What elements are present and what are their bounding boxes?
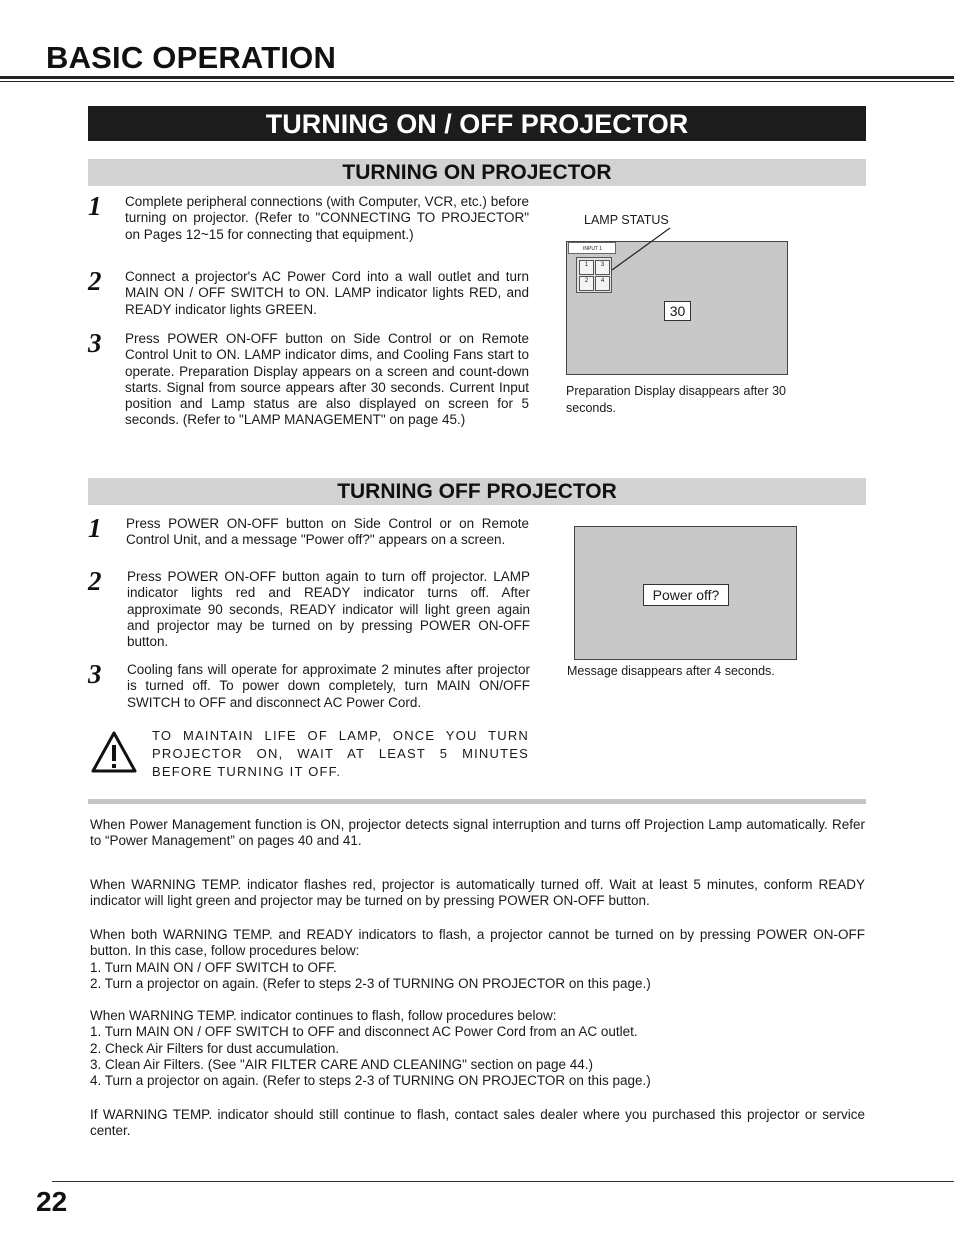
list-item: 1. Turn MAIN ON / OFF SWITCH to OFF. xyxy=(90,959,337,975)
warning-temp-note-2-intro: When both WARNING TEMP. and READY indicators to flash, a projector cannot be turned on by pressing POWER ON-OFF button. In this case, follow procedures below: xyxy=(90,927,865,959)
lamp-status-label: LAMP STATUS xyxy=(584,213,669,227)
notes-divider xyxy=(88,799,866,804)
lamp-1-icon: 1 xyxy=(579,260,594,275)
countdown-box: 30 xyxy=(664,301,691,321)
off-step-3-text: Cooling fans will operate for approximate 2 minutes after projector is turned off. To power down completely, turn MAIN ON/OFF SWITCH to OFF and disconnect AC Power Cord. xyxy=(127,662,530,710)
list-item: 3. Clean Air Filters. (See "AIR FILTER CARE AND CLEANING" section on page 44.) xyxy=(90,1056,594,1072)
list-item: 4. Turn a projector on again. (Refer to steps 2-3 of TURNING ON PROJECTOR on this page.) xyxy=(90,1073,651,1089)
page-title: BASIC OPERATION xyxy=(46,40,337,75)
on-step-1-text: Complete peripheral connections (with Computer, VCR, etc.) before turning on projector. (Refer to "CONNECTING TO PROJECTOR" on Pages 12~15 for connecting that equipment.) xyxy=(125,194,529,242)
list-item: 2. Turn a projector on again. (Refer to steps 2-3 of TURNING ON PROJECTOR on this page.) xyxy=(90,975,651,991)
list-item: 2. Check Air Filters for dust accumulation. xyxy=(90,1040,340,1056)
turning-on-heading: TURNING ON PROJECTOR xyxy=(88,159,866,186)
title-rule xyxy=(0,76,954,79)
preparation-caption: Preparation Display disappears after 30 seconds. xyxy=(566,384,786,415)
off-step-2-text: Press POWER ON-OFF button again to turn off projector. LAMP indicator lights red and READY indicator turns off. After approximate 90 seconds, READY indicator will light green again and projector may be turned on by pressing POWER ON-OFF button. xyxy=(127,569,530,650)
lamp-life-warning: TO MAINTAIN LIFE OF LAMP, ONCE YOU TURN PROJECTOR ON, WAIT AT LEAST 5 MINUTES BEFORE TURNING IT OFF. xyxy=(152,728,529,779)
lamp-4-icon: 4 xyxy=(595,276,610,291)
footer-rule xyxy=(52,1181,954,1182)
on-step-1-number: 1 xyxy=(88,191,102,221)
power-management-note: When Power Management function is ON, projector detects signal interruption and turns off Projection Lamp automatically. Refer to “Power Management” on pages 40 and 41. xyxy=(90,817,865,849)
on-step-2-number: 2 xyxy=(88,266,102,296)
section-title: TURNING ON / OFF PROJECTOR xyxy=(88,106,866,141)
warning-temp-note-3 xyxy=(90,1008,865,1089)
warning-temp-note-2 xyxy=(90,927,865,992)
off-step-1-number: 1 xyxy=(88,513,102,543)
power-off-message-box: Power off? xyxy=(643,584,729,606)
off-step-3-number: 3 xyxy=(88,659,102,689)
input-label-box: INPUT 1 xyxy=(568,242,616,254)
lamp-2-icon: 2 xyxy=(579,276,594,291)
on-step-3-text: Press POWER ON-OFF button on Side Control or on Remote Control Unit to ON. LAMP indicator dims, and Cooling Fans start to operate. Preparation Display appears on a screen and count-down starts. Signal from source appears after 30 seconds. Current Input position and Lamp status are also displayed on screen for 5 seconds. (Refer to "LAMP MANAGEMENT" on page 45.) xyxy=(125,331,529,428)
on-step-3-number: 3 xyxy=(88,328,102,358)
off-step-2-number: 2 xyxy=(88,566,102,596)
warning-temp-note-1: When WARNING TEMP. indicator flashes red, projector is automatically turned off. Wait at least 5 minutes, conform READY indicator will light green and projector may be turned on by pressing POWER ON-OFF button. xyxy=(90,877,865,909)
page-number: 22 xyxy=(36,1186,68,1217)
contact-note: If WARNING TEMP. indicator should still continue to flash, contact sales dealer where you purchased this projector or service center. xyxy=(90,1107,865,1139)
list-item: 1. Turn MAIN ON / OFF SWITCH to OFF and disconnect AC Power Cord from an AC outlet. xyxy=(90,1024,638,1040)
off-step-1-text: Press POWER ON-OFF button on Side Control or on Remote Control Unit, and a message "Power off?" appears on a screen. xyxy=(126,516,529,548)
turning-off-heading: TURNING OFF PROJECTOR xyxy=(88,478,866,505)
warning-triangle-icon xyxy=(90,730,138,774)
title-rule-thin xyxy=(0,81,954,82)
power-off-screen xyxy=(574,526,797,660)
lamp-3-icon: 3 xyxy=(595,260,610,275)
power-off-caption: Message disappears after 4 seconds. xyxy=(567,664,775,678)
on-step-2-text: Connect a projector's AC Power Cord into a wall outlet and turn MAIN ON / OFF SWITCH to ON. LAMP indicator lights RED, and READY indicator lights GREEN. xyxy=(125,269,529,317)
lamp-status-pointer xyxy=(566,225,686,285)
warning-temp-note-3-intro: When WARNING TEMP. indicator continues to flash, follow procedures below: xyxy=(90,1008,557,1023)
